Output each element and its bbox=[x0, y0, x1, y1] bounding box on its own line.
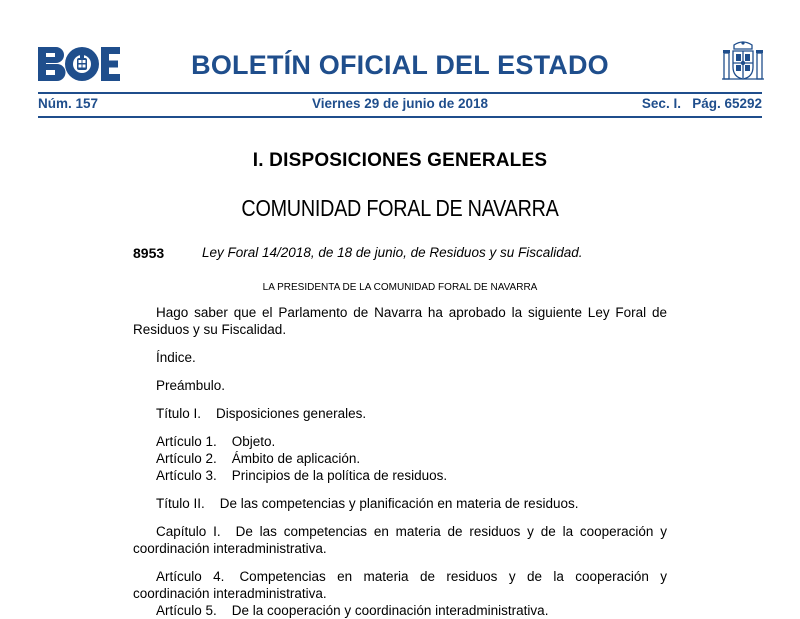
chapter-1 bbox=[133, 523, 667, 557]
intro-paragraph: Hago saber que el Parlamento de Navarra ha aprobado la siguiente Ley Foral de Residuos y su Fiscalidad. bbox=[133, 305, 667, 337]
law-title: Ley Foral 14/2018, de 18 de junio, de Residuos y su Fiscalidad. bbox=[202, 245, 583, 260]
title-1-text: Disposiciones generales. bbox=[216, 406, 367, 421]
title-1-label: Título I. bbox=[156, 406, 202, 421]
article-5-text: De la cooperación y coordinación interadministrativa. bbox=[231, 603, 549, 618]
title-2-text: De las competencias y planificación en materia de residuos. bbox=[219, 496, 579, 511]
page-header bbox=[0, 0, 800, 120]
region-title: COMUNIDAD FORAL DE NAVARRA bbox=[241, 195, 559, 221]
article-2 bbox=[133, 450, 667, 467]
article-text: Principios de la política de residuos. bbox=[231, 468, 448, 483]
article-3 bbox=[133, 467, 667, 484]
chapter-1-label: Capítulo I. bbox=[156, 524, 221, 539]
section-page: Sec. I. Pág. 65292 bbox=[641, 96, 762, 111]
issuer-line: LA PRESIDENTA DE LA COMUNIDAD FORAL DE NAVARRA bbox=[262, 282, 538, 293]
article-label: Artículo 3. bbox=[156, 468, 217, 483]
section-title: I. DISPOSICIONES GENERALES bbox=[252, 150, 548, 171]
article-1 bbox=[133, 433, 667, 450]
article-text: Ámbito de aplicación. bbox=[231, 451, 361, 466]
article-4-text: Competencias en materia de residuos y de la cooperación y coordinación interadministrativa. bbox=[133, 569, 668, 601]
article-label: Artículo 2. bbox=[156, 451, 217, 466]
law-code: 8953 bbox=[133, 245, 165, 261]
article-text: Objeto. bbox=[231, 434, 276, 449]
article-4-label: Artículo 4. bbox=[156, 569, 225, 584]
bulletin-title: BOLETÍN OFICIAL DEL ESTADO bbox=[191, 50, 609, 80]
index-label: Índice. bbox=[156, 350, 196, 365]
title-1 bbox=[133, 405, 667, 422]
header-top-rule bbox=[38, 92, 762, 94]
title-2-label: Título II. bbox=[156, 496, 205, 511]
chapter-1-text: De las competencias en materia de residuos y de la cooperación y coordinación interadministrativa. bbox=[133, 524, 667, 556]
article-4 bbox=[133, 568, 667, 602]
article-label: Artículo 1. bbox=[156, 434, 217, 449]
issue-number: Núm. 157 bbox=[38, 96, 99, 111]
issue-date: Viernes 29 de junio de 2018 bbox=[311, 96, 489, 111]
preamble-label: Preámbulo. bbox=[156, 378, 226, 393]
coat-of-arms-icon bbox=[722, 41, 764, 85]
header-bottom-rule bbox=[38, 116, 762, 118]
document-body bbox=[133, 304, 667, 619]
issue-meta-row bbox=[38, 96, 762, 114]
article-5-label: Artículo 5. bbox=[156, 603, 217, 618]
article-5 bbox=[133, 602, 667, 619]
title-2 bbox=[133, 495, 667, 512]
